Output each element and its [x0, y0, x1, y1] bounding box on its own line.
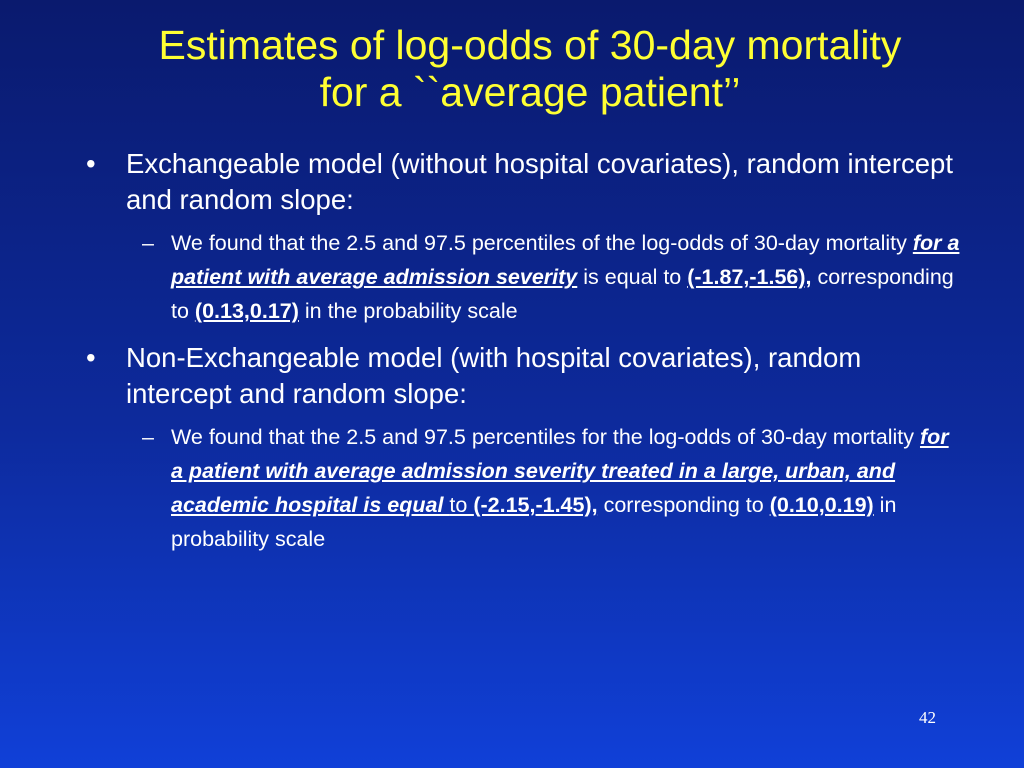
sub-text-part: We found that the 2.5 and 97.5 percentiles of the log-odds of 30-day mortality: [171, 231, 913, 255]
slide-title: [60, 22, 1000, 116]
bullet-exchangeable-model: [84, 146, 964, 218]
bullet-text: Non-Exchangeable model (with hospital covariates), random intercept and random slope:: [126, 342, 862, 409]
slide-title-line-1: Estimates of log-odds of 30-day mortality: [158, 22, 902, 68]
sub-text-part: is equal to: [577, 265, 688, 289]
probability-interval: (0.10,0.19): [769, 493, 874, 517]
sub-bullet-non-exchangeable-finding: [84, 420, 964, 556]
emphasis-text: for a patient with average admission severity treated in a large, urban, and academic hospital is equal: [171, 425, 949, 517]
bullet-non-exchangeable-model: [84, 340, 964, 412]
slide-title-line-2: for a ``average patient’’: [319, 69, 741, 115]
probability-interval: (0.13,0.17): [194, 299, 299, 323]
sub-text-part: to: [449, 493, 474, 517]
sub-text-part: We found that the 2.5 and 97.5 percentiles for the log-odds of 30-day mortality: [171, 425, 920, 449]
sub-text-part: in probability scale: [171, 493, 897, 551]
slide-content: [84, 146, 964, 568]
log-odds-interval: (-1.87,-1.56),: [687, 265, 812, 289]
bullet-glyph: •: [86, 342, 96, 373]
sub-text-part: corresponding to: [171, 265, 954, 323]
sub-text-part: corresponding to: [597, 493, 770, 517]
emphasis-text: for a patient with average admission severity: [171, 231, 960, 289]
sub-bullet-exchangeable-finding: [84, 226, 964, 328]
sub-text-part: in the probability scale: [298, 299, 518, 323]
page-number: 42: [919, 708, 936, 727]
log-odds-interval: (-2.15,-1.45),: [473, 493, 598, 517]
bullet-glyph: •: [86, 148, 96, 179]
dash-glyph: –: [142, 231, 154, 255]
bullet-text: Exchangeable model (without hospital covariates), random intercept and random slope:: [126, 148, 953, 215]
dash-glyph: –: [142, 425, 154, 449]
